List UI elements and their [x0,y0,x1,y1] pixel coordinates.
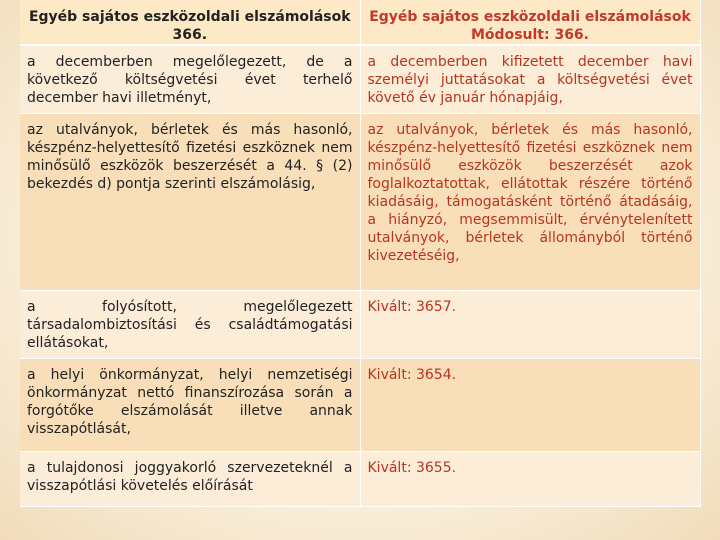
table-header-row [20,0,700,45]
header-original-text: Egyéb sajátos eszközoldali elszámolások 366. [28,9,351,43]
cell-original: a folyósított, megelőlegezett társadalombiztosítási és családtámogatási ellátásokat, [20,291,360,359]
header-modified-title: Egyéb sajátos eszközoldali elszámolások [369,9,691,25]
cell-original: az utalványok, bérletek és más hasonló, készpénz-helyettesítő fizetési eszköznek nem minősülő eszközök beszerzését a 44. § (2) bekezdés d) pontja szerinti elszámolásig, [20,114,360,291]
table-row [20,291,700,359]
cell-modified: Kivált: 3654. [360,359,700,452]
table-row [20,452,700,507]
cell-modified: az utalványok, bérletek és más hasonló, készpénz-helyettesítő fizetési eszköznek nem minősülő eszközök beszerzését azok foglalkoztatottak, ellátottak részére történő kiadásáig, támogatásként történő átadásáig, a hiányzó, megsemmisült, érvénytelenített utalványok, bérletek állományból történő kivezetéséig, [360,114,700,291]
table-row [20,359,700,452]
cell-original: a tulajdonosi joggyakorló szervezeteknél a visszapótlási követelés előírását [20,452,360,507]
header-original [20,0,360,45]
header-modified-subtitle: Módosult: 366. [471,27,589,43]
header-modified [360,0,700,45]
table-row [20,114,700,291]
comparison-table [20,0,701,507]
table-row [20,45,700,114]
cell-modified: Kivált: 3657. [360,291,700,359]
cell-modified: Kivált: 3655. [360,452,700,507]
cell-original: a helyi önkormányzat, helyi nemzetiségi önkormányzat nettó finanszírozása során a forgótőke elszámolását illetve annak visszapótlását, [20,359,360,452]
cell-original: a decemberben megelőlegezett, de a következő költségvetési évet terhelő december havi illetményt, [20,45,360,114]
cell-modified: a decemberben kifizetett december havi személyi juttatásokat a költségvetési évet követő év január hónapjáig, [360,45,700,114]
